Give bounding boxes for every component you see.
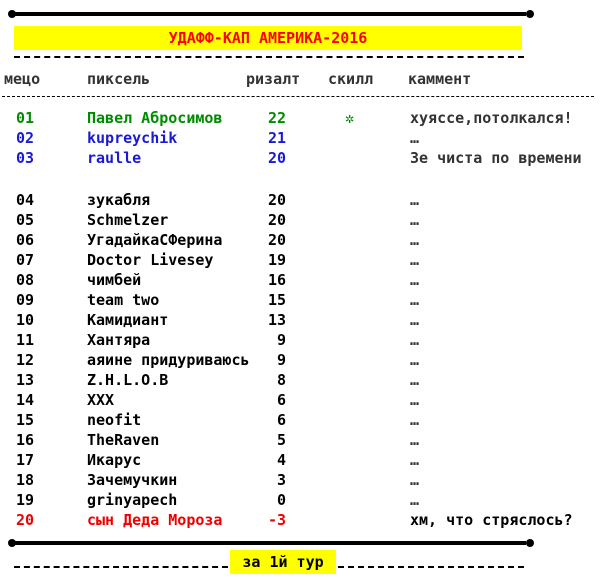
header-divider xyxy=(2,96,594,97)
header-nick: пиксель xyxy=(87,70,151,88)
row-position: 16 xyxy=(16,431,35,449)
row-comment: … xyxy=(410,471,420,489)
table-row xyxy=(0,410,600,430)
row-nickname: Doctor Livesey xyxy=(87,251,214,269)
row-position: 10 xyxy=(16,311,35,329)
row-position: 13 xyxy=(16,371,35,389)
table-row xyxy=(0,310,600,330)
table-row xyxy=(0,390,600,410)
row-position: 14 xyxy=(16,391,35,409)
table-row xyxy=(0,270,600,290)
row-result: 8 xyxy=(276,371,286,389)
row-result: 16 xyxy=(267,271,286,289)
row-nickname: team two xyxy=(87,291,160,309)
bottom-dash-left xyxy=(14,566,228,568)
row-nickname: grinyapech xyxy=(87,491,178,509)
table-row xyxy=(0,230,600,250)
table-row xyxy=(0,290,600,310)
table-row xyxy=(0,250,600,270)
row-result: 20 xyxy=(267,191,286,209)
table-row xyxy=(0,470,600,490)
row-nickname: Зачемучкин xyxy=(87,471,178,489)
row-comment: … xyxy=(410,231,420,249)
row-position: 07 xyxy=(16,251,35,269)
row-position: 09 xyxy=(16,291,35,309)
table-row xyxy=(0,450,600,470)
row-comment: … xyxy=(410,331,420,349)
row-result: 6 xyxy=(276,411,286,429)
row-comment: … xyxy=(410,351,420,369)
row-nickname: TheRaven xyxy=(87,431,160,449)
row-nickname: raulle xyxy=(87,149,142,167)
skill-star-icon: ✲ xyxy=(345,109,355,127)
row-nickname: Камидиант xyxy=(87,311,169,329)
row-position: 11 xyxy=(16,331,35,349)
row-nickname: Хантяра xyxy=(87,331,151,349)
row-comment: … xyxy=(410,271,420,289)
row-result: 5 xyxy=(276,431,286,449)
table-row xyxy=(0,370,600,390)
table-row xyxy=(0,490,600,510)
header-result: ризалт xyxy=(246,70,301,88)
row-comment: … xyxy=(410,251,420,269)
row-result: 9 xyxy=(276,351,286,369)
row-result: -3 xyxy=(267,511,286,529)
row-nickname: kupreychik xyxy=(87,129,178,147)
row-comment: хуяссе,потолкался! xyxy=(410,109,573,127)
table-row xyxy=(0,510,600,530)
top-dash-line xyxy=(14,56,524,58)
row-position: 02 xyxy=(16,129,35,147)
page-title: УДАФФ-КАП АМЕРИКА-2016 xyxy=(14,26,522,50)
row-result: 15 xyxy=(267,291,286,309)
row-position: 05 xyxy=(16,211,35,229)
row-result: 20 xyxy=(267,231,286,249)
top-right-dot xyxy=(526,10,534,18)
header-pos: мецо xyxy=(4,70,41,88)
round-label: за 1й тур xyxy=(230,550,336,574)
row-comment: … xyxy=(410,129,420,147)
row-nickname: сын Деда Мороза xyxy=(87,511,223,529)
row-position: 20 xyxy=(16,511,35,529)
row-result: 20 xyxy=(267,211,286,229)
table-row xyxy=(0,210,600,230)
header-comment: каммент xyxy=(408,70,472,88)
row-position: 08 xyxy=(16,271,35,289)
row-comment: Зе чиста по времени xyxy=(410,149,582,167)
bottom-dash-right xyxy=(338,566,524,568)
row-nickname: neofit xyxy=(87,411,142,429)
row-nickname: УгадайкаСФерина xyxy=(87,231,223,249)
table-row xyxy=(0,190,600,210)
table-row xyxy=(0,108,600,128)
row-result: 3 xyxy=(276,471,286,489)
row-comment: … xyxy=(410,491,420,509)
row-nickname: Икарус xyxy=(87,451,142,469)
row-nickname: зукабля xyxy=(87,191,151,209)
row-comment: … xyxy=(410,211,420,229)
row-result: 20 xyxy=(267,149,286,167)
row-result: 9 xyxy=(276,331,286,349)
row-comment: … xyxy=(410,431,420,449)
row-position: 18 xyxy=(16,471,35,489)
row-result: 19 xyxy=(267,251,286,269)
table-row xyxy=(0,148,600,168)
row-comment: … xyxy=(410,411,420,429)
row-position: 03 xyxy=(16,149,35,167)
row-result: 21 xyxy=(267,129,286,147)
row-position: 04 xyxy=(16,191,35,209)
row-position: 15 xyxy=(16,411,35,429)
row-nickname: Schmelzer xyxy=(87,211,169,229)
row-nickname: Z.H.L.O.B xyxy=(87,371,169,389)
row-comment: … xyxy=(410,191,420,209)
row-result: 22 xyxy=(267,109,286,127)
row-nickname: чимбей xyxy=(87,271,142,289)
table-row xyxy=(0,330,600,350)
row-comment: … xyxy=(410,391,420,409)
row-comment: … xyxy=(410,451,420,469)
row-comment: … xyxy=(410,291,420,309)
table-row xyxy=(0,350,600,370)
bottom-bar xyxy=(14,541,526,545)
top-bar xyxy=(14,12,526,16)
row-position: 17 xyxy=(16,451,35,469)
table-row xyxy=(0,430,600,450)
row-position: 06 xyxy=(16,231,35,249)
header-skill: скилл xyxy=(328,70,374,88)
row-comment: … xyxy=(410,311,420,329)
row-result: 4 xyxy=(276,451,286,469)
table-row xyxy=(0,128,600,148)
row-nickname: XXX xyxy=(87,391,115,409)
row-nickname: аяине придуриваюсь xyxy=(87,351,250,369)
row-result: 0 xyxy=(276,491,286,509)
row-comment: хм, что стряслось? xyxy=(410,511,573,529)
row-position: 01 xyxy=(16,109,35,127)
row-result: 13 xyxy=(267,311,286,329)
bottom-right-dot xyxy=(526,539,534,547)
row-position: 19 xyxy=(16,491,35,509)
row-result: 6 xyxy=(276,391,286,409)
row-nickname: Павел Абросимов xyxy=(87,109,223,127)
row-comment: … xyxy=(410,371,420,389)
row-position: 12 xyxy=(16,351,35,369)
